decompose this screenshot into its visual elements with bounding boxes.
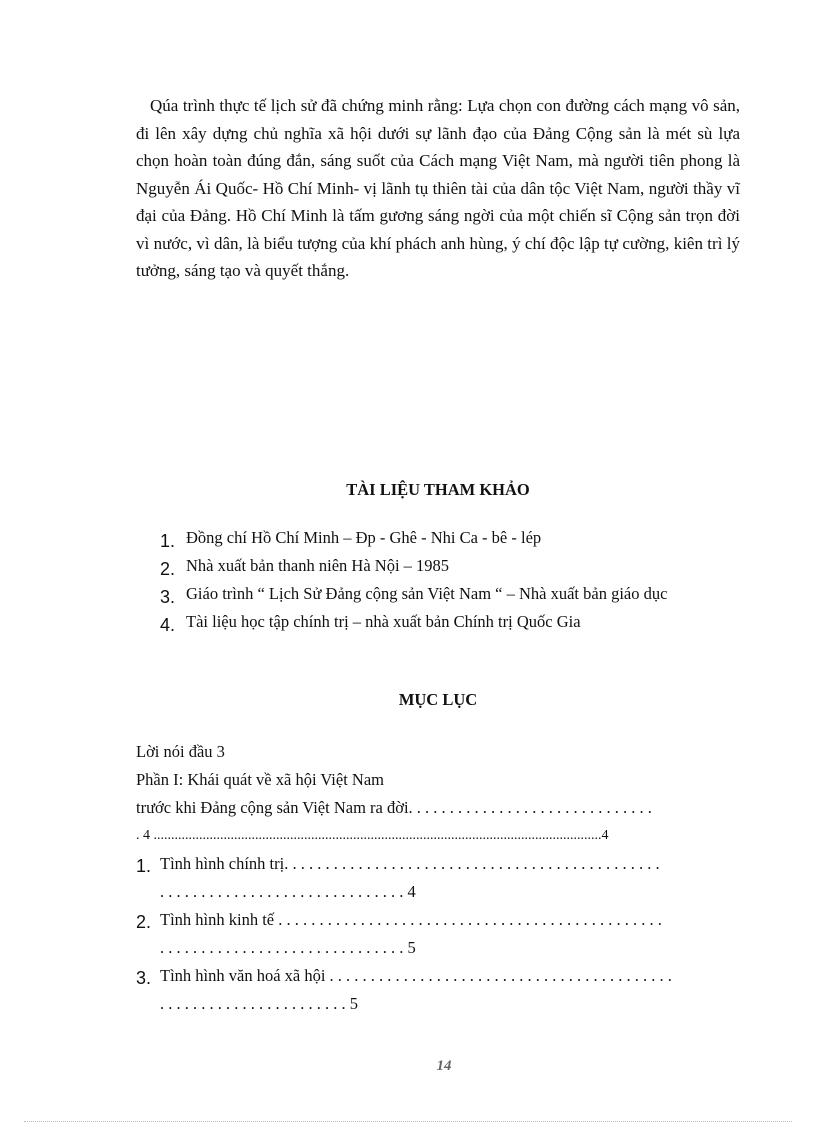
reference-number: 3. (160, 587, 176, 607)
toc-item-number: 3. (136, 968, 152, 988)
toc-item-1-line2: . . . . . . . . . . . . . . . . . . . . . . . . . . . . . . 4 (160, 882, 416, 901)
page-number: 14 (436, 1058, 452, 1074)
toc-item-2-line2: . . . . . . . . . . . . . . . . . . . . . . . . . . . . . . 5 (160, 938, 416, 957)
reference-text: Đồng chí Hồ Chí Minh – Đp - Ghê - Nhi Ca - bê - lép (186, 528, 542, 547)
toc-item-2 (136, 906, 740, 934)
reference-text: Nhà xuất bản thanh niên Hà Nội – 1985 (186, 556, 450, 575)
toc-part1-title: Phần I: Khái quát về xã hội Việt Nam (136, 770, 384, 789)
reference-item-2 (136, 552, 740, 580)
toc-item-number: 2. (136, 912, 152, 932)
toc-item-text: Tình hình văn hoá xã hội . . . . . . . . . . . . . . . . . . . . . . . . . . . . . . . . . . . . . . . . . . (160, 966, 672, 985)
toc-part1-line3: . 4 ................................................................................................................................4 (136, 828, 609, 843)
reference-item-4 (136, 608, 740, 636)
reference-number: 4. (160, 615, 176, 635)
table-of-contents (136, 738, 740, 1018)
reference-number: 1. (160, 531, 176, 551)
references-title: TÀI LIỆU THAM KHẢO (346, 480, 530, 499)
reference-text: Giáo trình “ Lịch Sử Đảng cộng sản Việt Nam “ – Nhà xuất bản giáo dục (186, 584, 668, 603)
toc-item-3 (136, 962, 740, 990)
toc-intro: Lời nói đầu 3 (136, 742, 225, 761)
toc-item-1 (136, 850, 740, 878)
reference-number: 2. (160, 559, 176, 579)
references-list (136, 524, 740, 636)
reference-text: Tài liệu học tập chính trị – nhà xuất bản Chính trị Quốc Gia (186, 612, 581, 631)
toc-part1-line2: trước khi Đảng cộng sản Việt Nam ra đời. . . . . . . . . . . . . . . . . . . . . . . . . . . . . . (136, 798, 652, 817)
reference-item-1 (136, 524, 740, 552)
toc-item-number: 1. (136, 856, 152, 876)
body-paragraph: Qúa trình thực tế lịch sử đã chứng minh rằng: Lựa chọn con đường cách mạng vô sản, đi lên xây dựng chủ nghĩa xã hội dưới sự lãnh đạo của Đảng Cộng sản là mét sù lựa chọn hoàn toàn đúng đắn, sáng suốt của Cách mạng Việt Nam, mà người tiên phong là Nguyễn Ái Quốc- Hồ Chí Minh- vị lãnh tụ thiên tài của dân tộc Việt Nam, người thầy vĩ đại của Đảng. Hồ Chí Minh là tấm gương sáng ngời của một chiến sĩ Cộng sản trọn đời vì nước, vì dân, là biểu tượng của khí phách anh hùng, ý chí độc lập tự cường, kiên trì lý tưởng, sáng tạo và quyết thắng. (136, 96, 740, 280)
footer-divider (24, 1121, 792, 1122)
toc-item-text: Tình hình kinh tế . . . . . . . . . . . . . . . . . . . . . . . . . . . . . . . . . . . . . . . . . . . . . . . (160, 910, 662, 929)
reference-item-3 (136, 580, 740, 608)
toc-item-text: Tình hình chính trị. . . . . . . . . . . . . . . . . . . . . . . . . . . . . . . . . . . . . . . . . . . . . . (160, 854, 660, 873)
toc-item-3-line2: . . . . . . . . . . . . . . . . . . . . . . . 5 (160, 994, 358, 1013)
toc-title: MỤC LỤC (398, 690, 478, 709)
